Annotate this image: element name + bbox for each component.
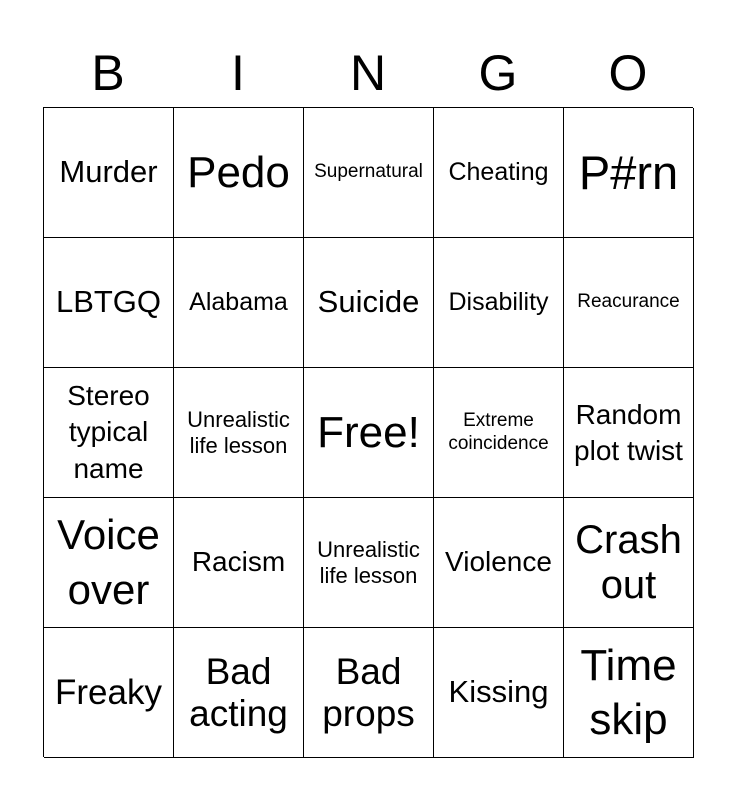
bingo-cell[interactable] [304,238,434,368]
cell-label: Violence [445,546,552,578]
cell-label: Murder [59,154,158,190]
bingo-cell[interactable] [434,628,564,758]
cell-label: LBTGQ [55,284,162,320]
bingo-cell[interactable] [44,238,174,368]
cell-label: Extreme coincidence [448,410,549,454]
bingo-cell[interactable] [304,498,434,628]
cell-label: Random plot twist [574,398,683,466]
bingo-cell[interactable] [44,368,174,498]
cell-label: Suicide [317,284,420,320]
bingo-cell[interactable] [174,238,304,368]
bingo-cell[interactable] [174,628,304,758]
cell-label: Bad props [322,651,415,734]
cell-label: Kissing [448,674,549,710]
cell-label: Freaky [55,672,162,712]
bingo-cell[interactable] [564,108,694,238]
bingo-cell[interactable] [174,368,304,498]
cell-label: Supernatural [314,161,423,183]
cell-label: Bad acting [189,651,288,734]
cell-label: Voice over [57,510,160,613]
bingo-cell[interactable] [564,238,694,368]
bingo-cell[interactable] [564,628,694,758]
bingo-cell[interactable] [564,498,694,628]
cell-label: Alabama [189,287,288,316]
bingo-board [43,107,693,757]
bingo-cell[interactable] [434,108,564,238]
cell-label: Unrealistic life lesson [187,406,290,458]
header-letter-o: O [608,45,648,101]
bingo-cell[interactable] [304,108,434,238]
cell-label: Disability [448,287,549,316]
bingo-cell[interactable] [434,498,564,628]
cell-label: Racism [191,546,286,578]
bingo-cell[interactable] [44,108,174,238]
bingo-cell[interactable] [434,238,564,368]
cell-label: Stereo typical name [67,379,150,484]
header-letter-g: G [478,45,518,101]
cell-label: Time skip [580,640,677,744]
bingo-cell[interactable] [44,628,174,758]
bingo-cell[interactable] [564,368,694,498]
bingo-cell[interactable] [304,628,434,758]
cell-label: Cheating [448,157,549,186]
header-letter-n: N [349,45,387,101]
bingo-cell free-cell[interactable] [304,368,434,498]
cell-label: Unrealistic life lesson [317,536,420,588]
bingo-header [43,40,693,106]
header-letter-i: I [231,45,245,101]
cell-label: Free! [317,407,420,457]
header-letter-b: B [91,45,125,101]
bingo-cell[interactable] [44,498,174,628]
bingo-cell[interactable] [434,368,564,498]
cell-label: P#rn [578,145,679,199]
bingo-cell[interactable] [174,108,304,238]
cell-label: Crash out [575,517,682,607]
cell-label: Reacurance [577,291,680,313]
cell-label: Pedo [187,147,290,197]
bingo-cell[interactable] [174,498,304,628]
